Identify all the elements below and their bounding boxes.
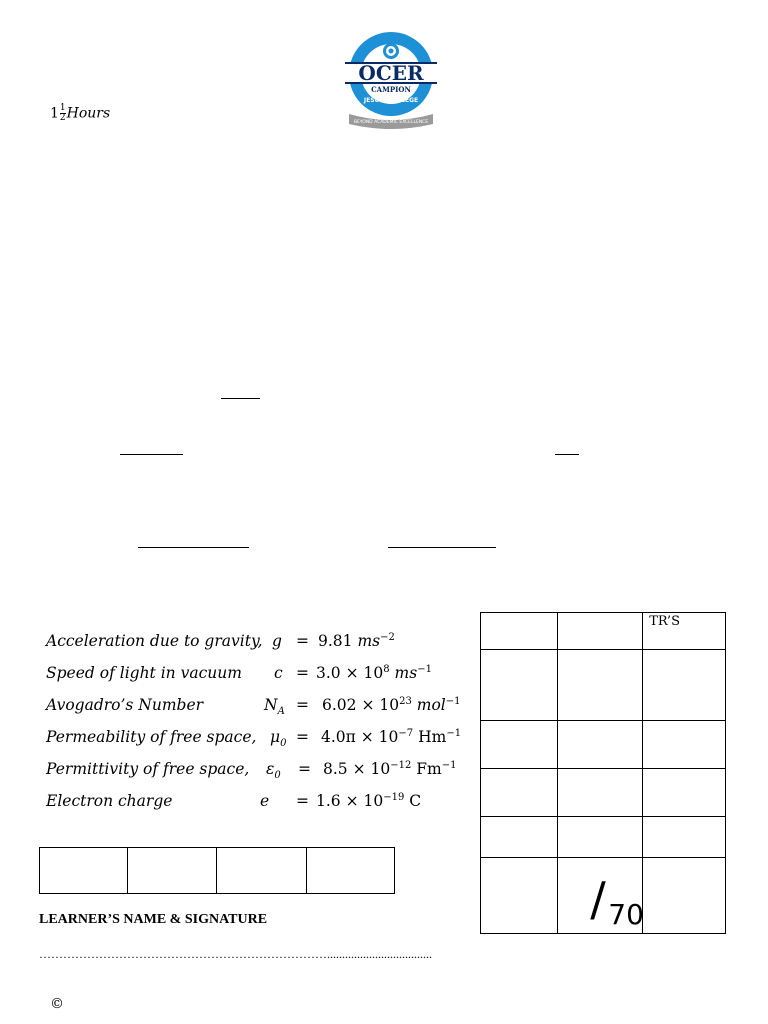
constant-row (46, 632, 466, 656)
marks-table-header-row (481, 613, 726, 650)
learner-name-label: LEARNER’S NAME & SIGNATURE (39, 912, 268, 927)
duration-denominator: 2 (59, 113, 66, 123)
marks-table-cell[interactable] (558, 650, 643, 721)
marks-table-cell[interactable] (643, 721, 726, 769)
table-row (481, 721, 726, 769)
constant-symbol: e (260, 792, 270, 810)
duration-unit: Hours (66, 105, 111, 122)
constant-name: Acceleration due to gravity, (46, 632, 263, 650)
constant-name: Avogadro’s Number (46, 696, 204, 714)
exam-duration (50, 104, 110, 123)
constant-value: 9.81 $ms^{-2}$ (318, 632, 395, 651)
table-row (481, 769, 726, 817)
constant-symbol: c (274, 664, 283, 682)
constant-symbol: $N_A$ (264, 696, 285, 718)
constant-value: $8.5 \times 10^{-12}$ $Fm^{-1}$ (323, 760, 457, 779)
marks-table-cell (481, 613, 558, 650)
constant-symbol: $\varepsilon_0$ (266, 760, 281, 782)
candidate-number-box[interactable] (306, 848, 394, 894)
constant-row (46, 792, 466, 816)
constant-name: Permittivity of free space, (46, 760, 250, 778)
marks-table-cell[interactable] (643, 769, 726, 817)
candidate-number-box[interactable] (217, 848, 306, 894)
blank-line (138, 547, 249, 548)
logo-banner-text: BEYOND ACADEMIC EXCELLENCE (353, 120, 429, 125)
marks-table-cell[interactable] (481, 650, 558, 721)
equals-sign: = (296, 664, 309, 682)
marks-table-cell (558, 613, 643, 650)
constant-value: $1.6 \times 10^{-19}$ C (316, 792, 422, 811)
duration-whole: 1 (50, 105, 59, 122)
constant-name: Permeability of free space, (46, 728, 257, 746)
logo-main-text: OCER (358, 61, 424, 85)
constant-name: Speed of light in vacuum (46, 664, 242, 682)
marks-table (480, 612, 726, 934)
duration-numerator: 1 (59, 103, 66, 113)
candidate-number-box[interactable] (40, 848, 128, 894)
constant-row (46, 664, 466, 688)
blank-line (120, 454, 183, 455)
marks-table-cell[interactable] (481, 769, 558, 817)
copyright-symbol: © (50, 996, 64, 1012)
logo-sub-text: CAMPION (371, 85, 411, 94)
blank-line (221, 398, 260, 399)
constant-row (46, 760, 466, 784)
equals-sign: = (296, 792, 309, 810)
constant-name: Electron charge (46, 792, 173, 810)
table-row (481, 817, 726, 858)
marks-table-cell[interactable] (481, 817, 558, 858)
constant-value: $3.0 \times 10^8$ $ms^{-1}$ (316, 664, 432, 683)
marks-table-cell[interactable] (643, 858, 726, 934)
equals-sign: = (296, 632, 309, 650)
marks-table-cell[interactable] (643, 650, 726, 721)
school-logo-graphic (343, 30, 439, 130)
equals-sign: = (296, 728, 309, 746)
logo-arc-text: JESUIT COLLEGE (363, 97, 419, 104)
learner-name-field[interactable]: ………………………………………………………………................................... (39, 947, 432, 961)
blank-line (555, 454, 579, 455)
teachers-column-header: TR’S (643, 613, 726, 650)
constant-value: $6.02 \times 10^{23}$ mol$^{-1}$ (322, 696, 461, 715)
table-row (481, 650, 726, 721)
marks-table-cell[interactable] (481, 721, 558, 769)
constant-symbol: g (272, 632, 282, 650)
marks-table-cell[interactable] (481, 858, 558, 934)
total-out-of: 70 (608, 898, 644, 931)
duration-fraction (60, 104, 66, 123)
marks-table-cell[interactable] (558, 817, 643, 858)
total-slash: / (590, 872, 606, 926)
school-logo (343, 30, 439, 130)
marks-table-cell[interactable] (558, 721, 643, 769)
constant-row (46, 728, 466, 752)
constant-row (46, 696, 466, 720)
candidate-number-boxes (39, 847, 395, 894)
equals-sign: = (296, 696, 309, 714)
marks-table-cell[interactable] (558, 769, 643, 817)
candidate-number-box[interactable] (128, 848, 217, 894)
equals-sign: = (298, 760, 311, 778)
blank-line (388, 547, 496, 548)
total-row (481, 858, 726, 934)
marks-table-cell[interactable] (643, 817, 726, 858)
constant-value: $4.0\pi \times 10^{-7}$ $Hm^{-1}$ (321, 728, 462, 747)
constant-symbol: $\mu_0$ (270, 728, 287, 750)
total-marks-cell[interactable] (558, 858, 643, 934)
